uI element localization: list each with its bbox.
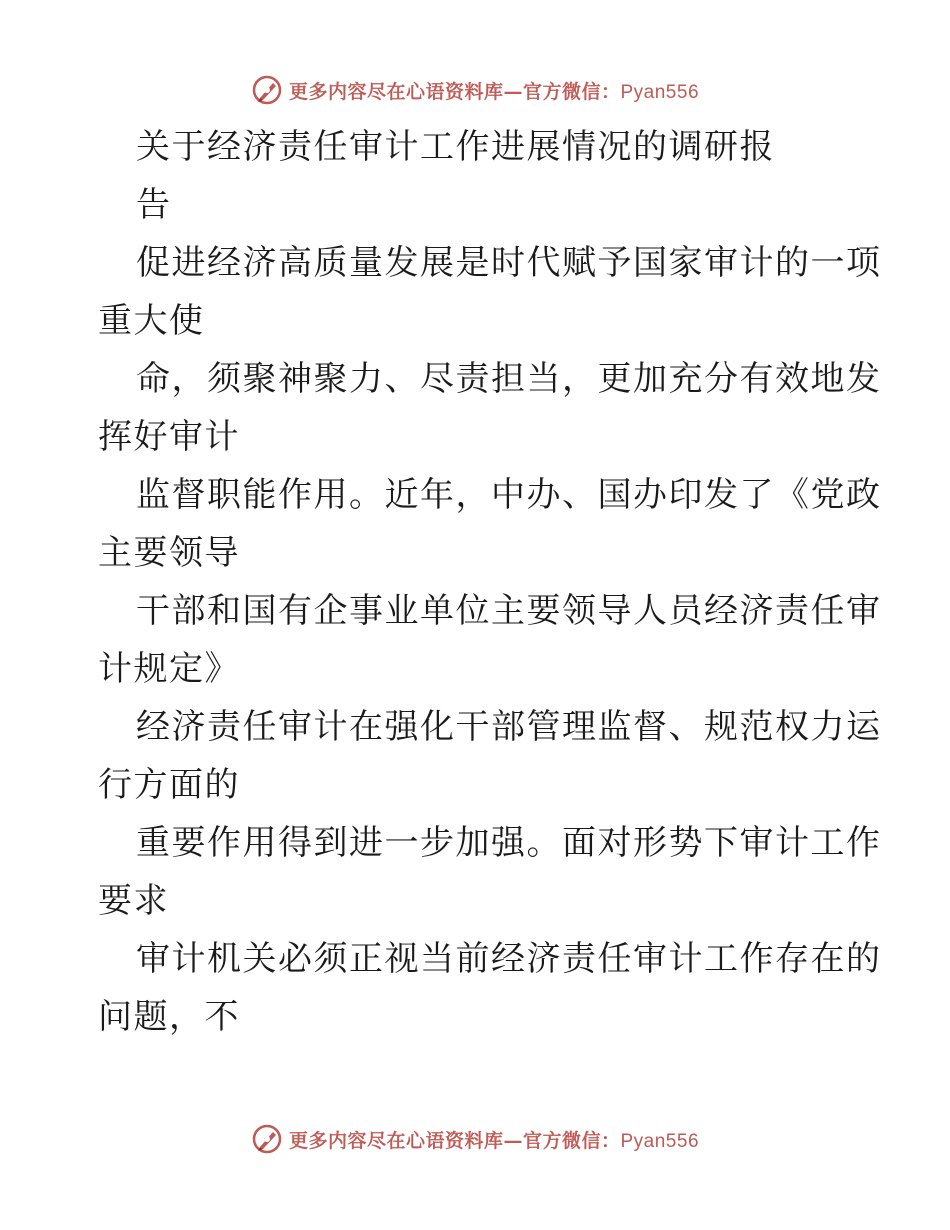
text-line: 监督职能作用。近年，中办、国办印发了《党政 (136, 475, 882, 515)
wechat-id: Pyan556 (620, 1130, 700, 1152)
text-line: 经济责任审计在强化干部管理监督、规范权力运 (136, 707, 882, 747)
document-body (98, 118, 882, 1046)
banner-dash: — (503, 80, 523, 103)
wechat-label: 官方微信： (522, 1129, 621, 1152)
text-line: 关于经济责任审计工作进展情况的调研报 (136, 127, 775, 167)
header-banner (0, 70, 950, 110)
text-line: 促进经济高质量发展是时代赋予国家审计的一项 (136, 243, 882, 283)
text-line: 要求 (98, 881, 169, 921)
quill-logo-icon (251, 1123, 283, 1155)
text-line: 审计机关必须正视当前经济责任审计工作存在的 (136, 939, 882, 979)
footer-banner (0, 1119, 950, 1159)
banner-text (289, 77, 699, 104)
text-line: 问题，不 (98, 997, 240, 1037)
text-line: 重要作用得到进一步加强。面对形势下审计工作 (136, 823, 882, 863)
banner-dash: — (503, 1129, 523, 1152)
banner-text (289, 1126, 699, 1153)
wechat-label: 官方微信： (522, 80, 621, 103)
brand-name: 更多内容尽在心语资料库 (288, 1129, 504, 1152)
text-line: 挥好审计 (98, 417, 240, 457)
text-line: 计规定》 (98, 649, 240, 689)
wechat-id: Pyan556 (620, 81, 700, 103)
text-line: 干部和国有企事业单位主要领导人员经济责任审 (136, 591, 882, 631)
text-line: 告 (136, 185, 172, 225)
text-line: 重大使 (98, 301, 205, 341)
quill-logo-icon (251, 74, 283, 106)
text-line: 命，须聚神聚力、尽责担当，更加充分有效地发 (136, 359, 882, 399)
text-line: 行方面的 (98, 765, 240, 805)
text-line: 主要领导 (98, 533, 240, 573)
brand-name: 更多内容尽在心语资料库 (288, 80, 504, 103)
